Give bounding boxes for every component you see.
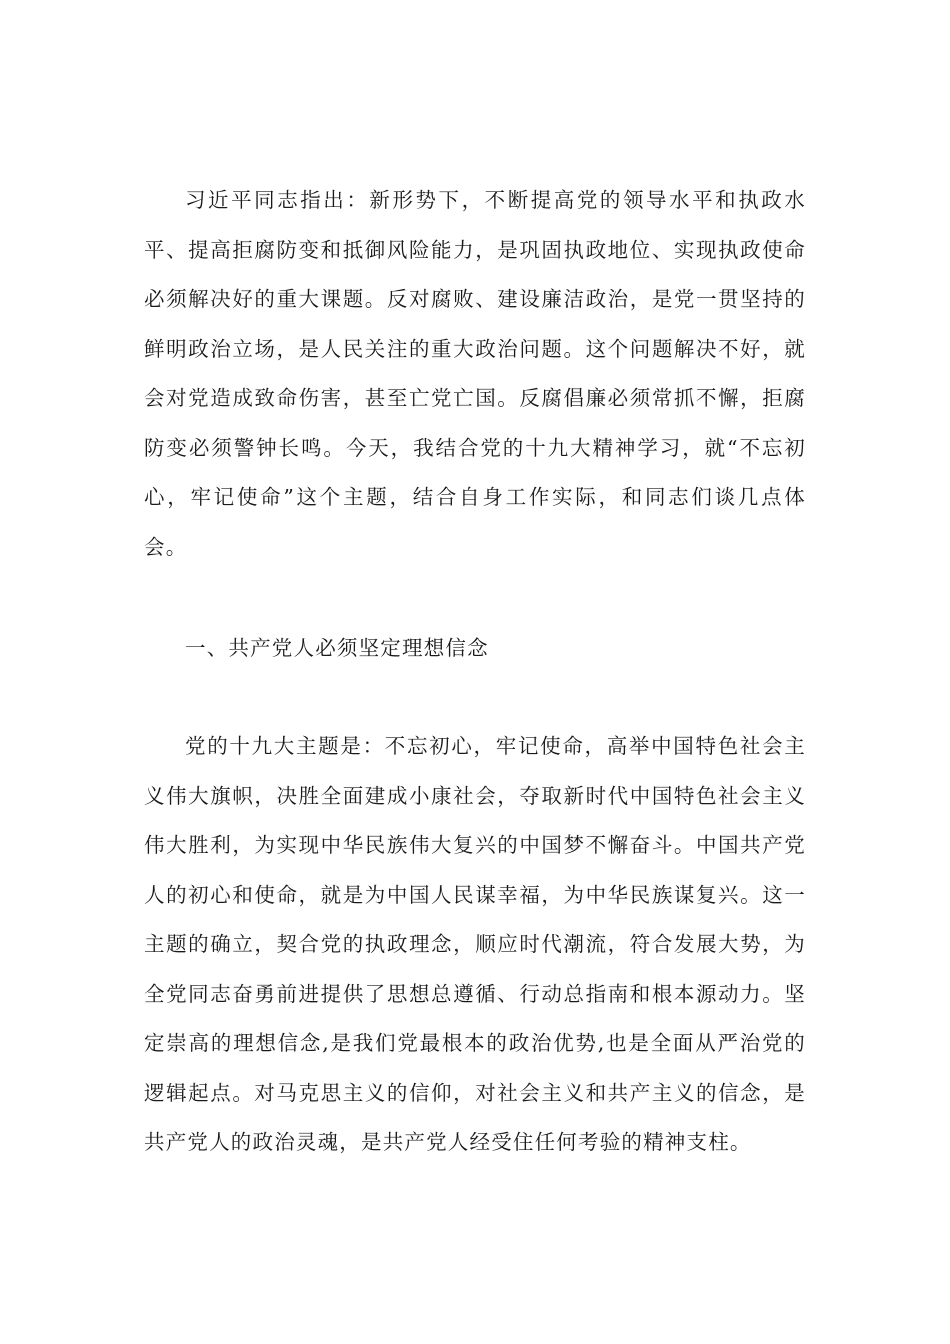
section-body-paragraph: 党的十九大主题是：不忘初心，牢记使命，高举中国特色社会主义伟大旗帜，决胜全面建成小康社会，夺取新时代中国特色社会主义伟大胜利，为实现中华民族伟大复兴的中国梦不懈奋斗。中国共产党人的初心和使命，就是为中国人民谋幸福，为中华民族谋复兴。这一主题的确立，契合党的执政理念，顺应时代潮流，符合发展大势，为全党同志奋勇前进提供了思想总遵循、行动总指南和根本源动力。坚定崇高的理想信念,是我们党最根本的政治优势,也是全面从严治党的逻辑起点。对马克思主义的信仰，对社会主义和共产主义的信念，是共产党人的政治灵魂，是共产党人经受住任何考验的精神支柱。 (144, 734, 806, 1154)
section-heading: 一、共产党人必须坚定理想信念 (185, 636, 489, 660)
intro-paragraph: 习近平同志指出：新形势下，不断提高党的领导水平和执政水平、提高拒腐防变和抵御风险能力，是巩固执政地位、实现执政使命必须解决好的重大课题。反对腐败、建设廉洁政治，是党一贯坚持的鲜明政治立场，是人民关注的重大政治问题。这个问题解决不好，就会对党造成致命伤害，甚至亡党亡国。反腐倡廉必须常抓不懈，拒腐防变必须警钟长鸣。今天，我结合党的十九大精神学习，就“不忘初心，牢记使命”这个主题，结合自身工作实际，和同志们谈几点体会。 (144, 188, 806, 559)
